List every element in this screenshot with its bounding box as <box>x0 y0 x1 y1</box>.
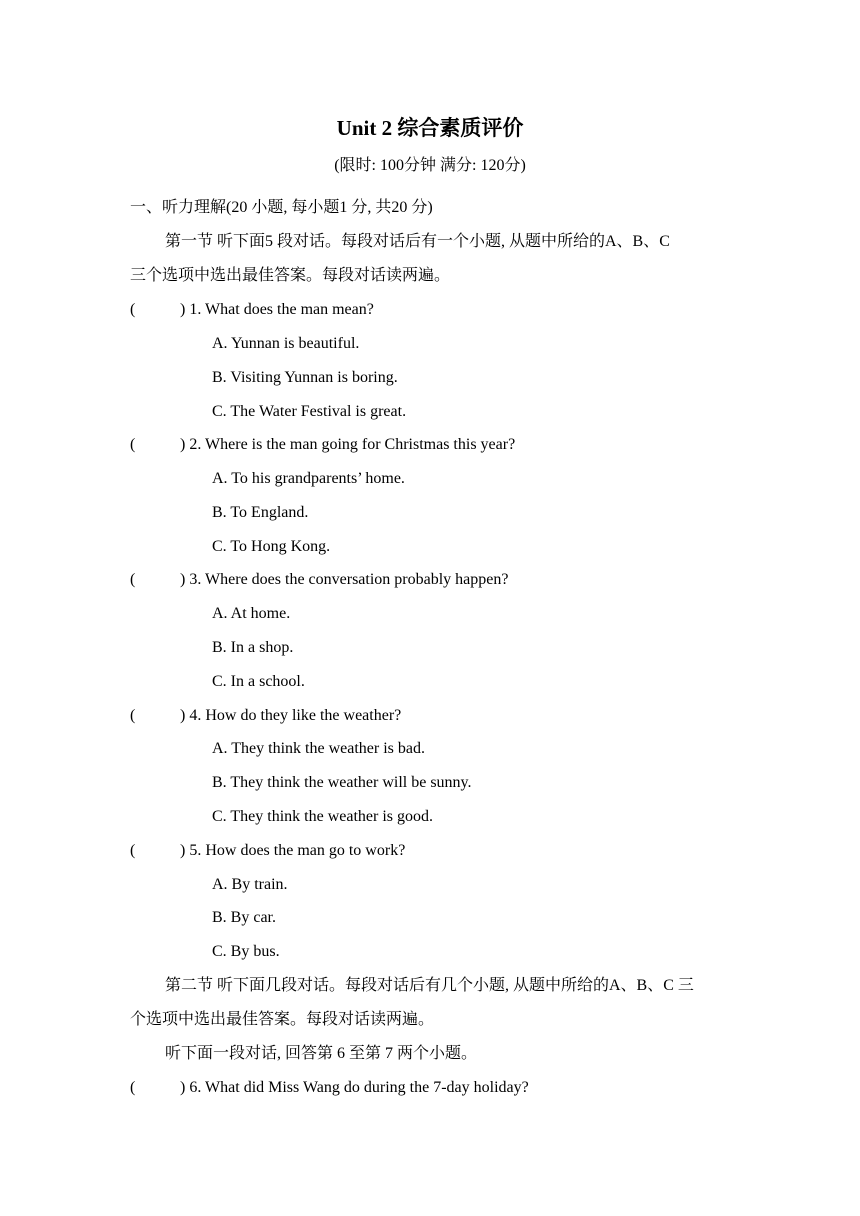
option-a: A. To his grandparents’ home. <box>212 470 405 487</box>
page-subtitle: (限时: 100分钟 满分: 120分) <box>334 157 526 174</box>
answer-blank[interactable]: ( <box>130 301 136 318</box>
question-text: 6. What did Miss Wang do during the 7-day holiday? <box>189 1079 529 1096</box>
option-b: B. Visiting Yunnan is boring. <box>212 369 398 386</box>
section-heading: 一、听力理解(20 小题, 每小题1 分, 共20 分) <box>130 199 433 216</box>
option-a: A. They think the weather is bad. <box>212 740 425 757</box>
answer-blank[interactable]: ( <box>130 707 136 724</box>
option-a: A. Yunnan is beautiful. <box>212 335 360 352</box>
option-c: C. In a school. <box>212 673 305 690</box>
question-text: 2. Where is the man going for Christmas this year? <box>189 436 516 453</box>
question-6: ( ) 6. What did Miss Wang do during the 7-day holiday? <box>130 1074 529 1102</box>
question-3: ( ) 3. Where does the conversation probably happen? <box>130 566 508 594</box>
option-a: A. By train. <box>212 876 288 893</box>
question-text: 1. What does the man mean? <box>189 301 374 318</box>
option-a: A. At home. <box>212 605 291 622</box>
option-c: C. To Hong Kong. <box>212 538 331 555</box>
part2-instruction-line2: 个选项中选出最佳答案。每段对话读两遍。 <box>130 1011 435 1028</box>
option-c: C. They think the weather is good. <box>212 808 433 825</box>
option-c: C. By bus. <box>212 943 280 960</box>
option-b: B. In a shop. <box>212 639 294 656</box>
question-1: ( ) 1. What does the man mean? <box>130 296 374 324</box>
question-4: ( ) 4. How do they like the weather? <box>130 702 401 730</box>
question-text: 3. Where does the conversation probably happen? <box>189 571 509 588</box>
answer-blank[interactable]: ( <box>130 842 136 859</box>
question-text: 4. How do they like the weather? <box>189 707 402 724</box>
page-title: Unit 2 综合素质评价 <box>336 116 524 140</box>
option-b: B. By car. <box>212 909 276 926</box>
question-text: 5. How does the man go to work? <box>189 842 406 859</box>
answer-blank[interactable]: ( <box>130 1079 136 1096</box>
option-b: B. They think the weather will be sunny. <box>212 774 472 791</box>
part1-instruction-line1: 第一节 听下面5 段对话。每段对话后有一个小题, 从题中所给的A、B、C <box>165 233 670 250</box>
question-5: ( ) 5. How does the man go to work? <box>130 837 405 865</box>
option-b: B. To England. <box>212 504 309 521</box>
part2-instruction-line1: 第二节 听下面几段对话。每段对话后有几个小题, 从题中所给的A、B、C 三 <box>165 977 694 994</box>
part2-sub-instruction: 听下面一段对话, 回答第 6 至第 7 两个小题。 <box>165 1045 478 1062</box>
answer-blank[interactable]: ( <box>130 436 136 453</box>
part1-instruction-line2: 三个选项中选出最佳答案。每段对话读两遍。 <box>130 267 451 284</box>
answer-blank[interactable]: ( <box>130 571 136 588</box>
option-c: C. The Water Festival is great. <box>212 403 407 420</box>
question-2: ( ) 2. Where is the man going for Christmas this year? <box>130 431 515 459</box>
